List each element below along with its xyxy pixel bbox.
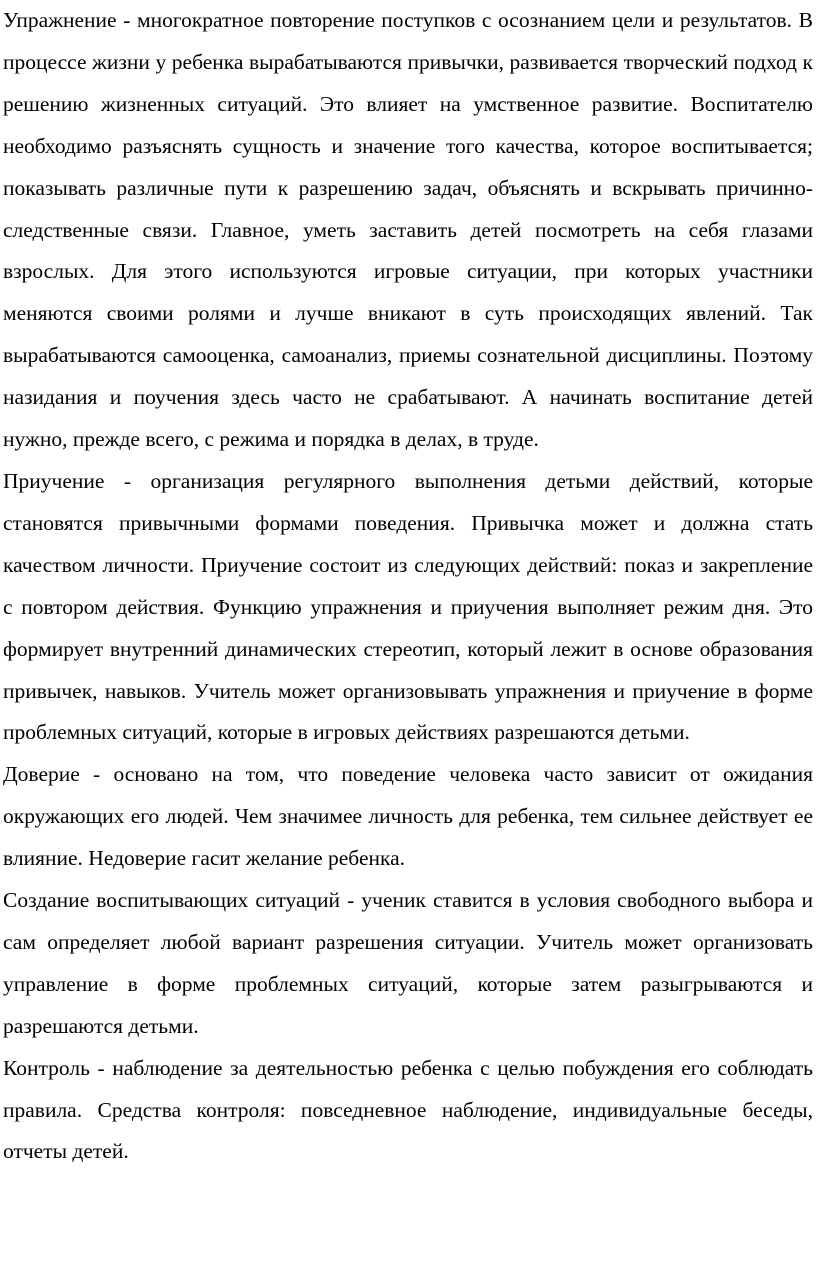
paragraph-control: Контроль - наблюдение за деятельностью ребенка с целью побуждения его соблюдать правила. Средства контроля: повседневное наблюдение, индивидуальные беседы, отчеты детей. [3,1055,813,1164]
paragraph-exercise: Упражнение - многократное повторение поступков с осознанием цели и результатов. В процессе жизни у ребенка вырабатываются привычки, развивается творческий подход к решению жизненных ситуаций. Это влияет на умственное развитие. Воспитателю необходимо разъяснять сущность и значение того качества, которое воспитывается; показывать различные пути к разрешению задач, объяснять и вскрывать причинно-следственные связи. Главное, уметь заставить детей посмотреть на себя глазами взрослых. Для этого используются игровые ситуации, при которых участники меняются своими ролями и лучше вникают в суть происходящих явлений. Так вырабатываются самооценка, самоанализ, приемы сознательной дисциплины. Поэтому назидания и поучения здесь часто не срабатывают. А начинать воспитание детей нужно, прежде всего, с режима и порядка в делах, в труде. [3,8,813,452]
document-body [3,0,813,1173]
paragraph-educational-situations: Создание воспитывающих ситуаций - ученик ставится в условия свободного выбора и сам определяет любой вариант разрешения ситуации. Учитель может организовать управление в форме проблемных ситуаций, которые затем разыгрываются и разрешаются детьми. [3,888,813,1038]
paragraph-habituation: Приучение - организация регулярного выполнения детьми действий, которые становятся привычными формами поведения. Привычка может и должна стать качеством личности. Приучение состоит из следующих действий: показ и закрепление с повтором действия. Функцию упражнения и приучения выполняет режим дня. Это формирует внутренний динамических стереотип, который лежит в основе образования привычек, навыков. Учитель может организовывать упражнения и приучение в форме проблемных ситуаций, которые в игровых действиях разрешаются детьми. [3,468,813,745]
paragraph-trust: Доверие - основано на том, что поведение человека часто зависит от ожидания окружающих его людей. Чем значимее личность для ребенка, тем сильнее действует ее влияние. Недоверие гасит желание ребенка. [3,762,813,871]
